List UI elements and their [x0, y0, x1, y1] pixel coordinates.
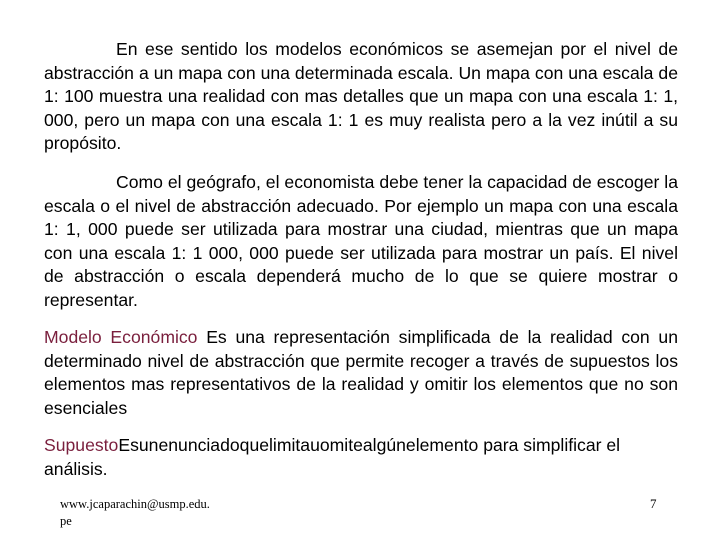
definition-text: Esunenunciadoquelimitauomitealgúnelemento para simplificar el análisis. [44, 435, 621, 479]
footer-email: www.jcaparachin@usmp.edu.pe [60, 497, 210, 528]
term-modelo-economico: Modelo Económico [44, 327, 198, 347]
paragraph-geographer-economist [44, 171, 678, 313]
term-supuesto: Supuesto [44, 435, 119, 455]
definition-modelo-economico [44, 326, 678, 420]
paragraph-maps-abstraction [44, 38, 678, 156]
page-number: 7 [650, 496, 657, 511]
paragraph-text: En ese sentido los modelos económicos se asemejan por el nivel de abstracción a un mapa con una determinada escala. Un mapa con una escala de 1: 100 muestra una realidad con mas detalles que un mapa con una escala 1: 1, 000, pero un mapa con una escala 1: 1 es muy realista pero a la vez inútil a su propósito. [44, 39, 678, 154]
definition-text: Es una representación simplificada de la realidad con un determinado nivel de abstracción que permite recoger a través de supuestos los elementos mas representativos de la realidad y omitir los elementos que no son esenciales [44, 327, 678, 418]
definition-supuesto [44, 434, 678, 481]
paragraph-text: Como el geógrafo, el economista debe tener la capacidad de escoger la escala o el nivel de abstracción adecuado. Por ejemplo un mapa con una escala 1: 1, 000 puede ser utilizada para mostrar una ciudad, mientras que un mapa con una escala 1: 1 000, 000 puede ser utilizada para mostrar un país. El nivel de abstracción o escala dependerá mucho de lo que se quiere mostrar o representar. [44, 172, 678, 310]
